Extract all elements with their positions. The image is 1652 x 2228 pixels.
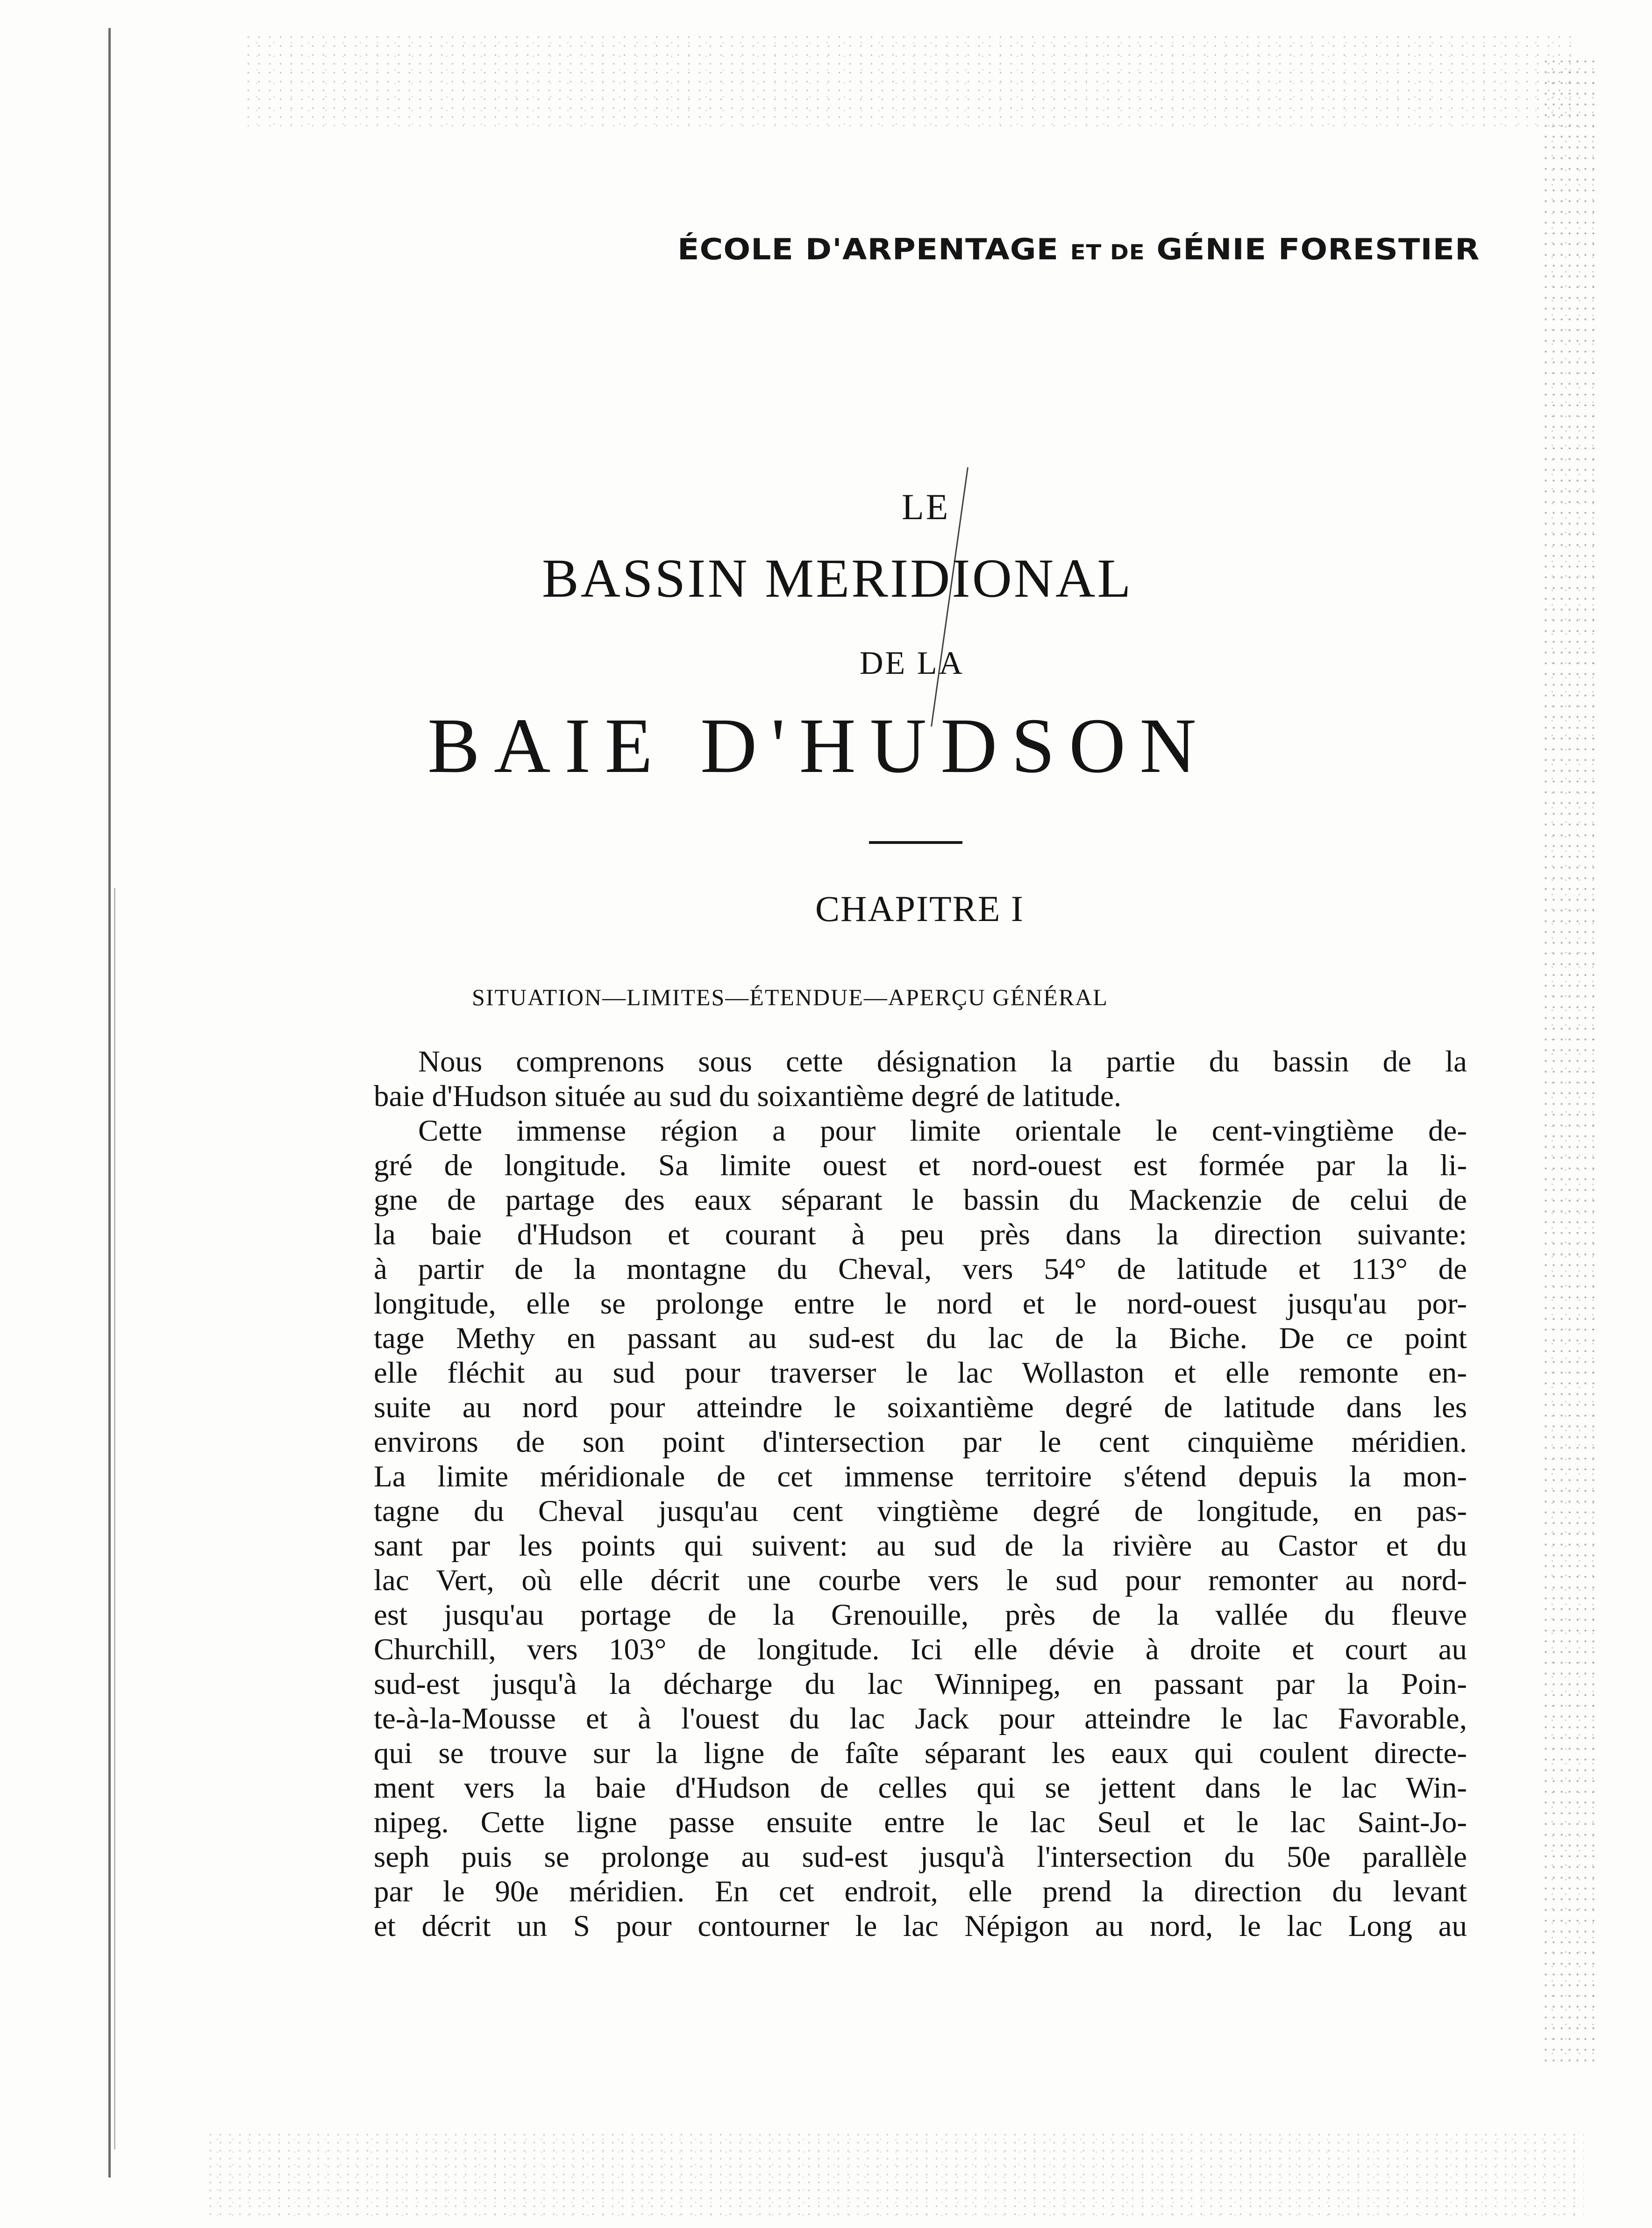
body-line: longitude, elle se prolonge entre le nord et le nord-ouest jusqu'au por-: [374, 1287, 1467, 1321]
body-line: nipeg. Cette ligne passe ensuite entre le lac Seul et le lac Saint-Jo-: [374, 1806, 1467, 1839]
body-line: gré de longitude. Sa limite ouest et nord-ouest est formée par la li-: [374, 1149, 1467, 1182]
body-line: sant par les points qui suivent: au sud de la rivière au Castor et du: [374, 1529, 1467, 1563]
body-line: Nous comprenons sous cette désignation la partie du bassin de la: [418, 1045, 1467, 1078]
body-line: suite au nord pour atteindre le soixantième degré de latitude dans les: [374, 1391, 1467, 1424]
title-line-1: BASSIN MERIDIONAL: [542, 548, 1133, 609]
body-line: et décrit un S pour contourner le lac Népigon au nord, le lac Long au: [374, 1909, 1467, 1943]
body-line: tagne du Cheval jusqu'au cent vingtième degré de longitude, en pas-: [374, 1494, 1467, 1528]
title-line-2: DE LA: [860, 645, 965, 681]
scan-noise-top: [243, 33, 1574, 126]
body-line: à partir de la montagne du Cheval, vers 54° de latitude et 113° de: [374, 1252, 1467, 1286]
body-line: la baie d'Hudson et courant à peu près dans la direction suivante:: [374, 1218, 1467, 1251]
title-divider: [869, 841, 962, 844]
body-line: ment vers la baie d'Hudson de celles qui se jettent dans le lac Win-: [374, 1771, 1467, 1805]
binding-edge-shadow: [114, 888, 115, 2149]
body-line: Churchill, vers 103° de longitude. Ici elle dévie à droite et court au: [374, 1633, 1467, 1666]
body-line: lac Vert, où elle décrit une courbe vers le sud pour remonter au nord-: [374, 1564, 1467, 1597]
stamp-prefix: ÉCOLE D'ARPENTAGE: [677, 233, 1059, 267]
body-line: te-à-la-Mousse et à l'ouest du lac Jack pour atteindre le lac Favorable,: [374, 1702, 1467, 1735]
body-line: baie d'Hudson située au sud du soixantième degré de latitude.: [374, 1079, 1122, 1113]
section-heading: SITUATION—LIMITES—ÉTENDUE—APERÇU GÉNÉRAL: [472, 984, 1108, 1010]
body-line: qui se trouve sur la ligne de faîte séparant les eaux qui coulent directe-: [374, 1736, 1467, 1770]
body-line: environs de son point d'intersection par le cent cinquième méridien.: [374, 1425, 1467, 1459]
library-stamp: [677, 233, 1480, 267]
body-line: gne de partage des eaux séparant le bassin du Mackenzie de celui de: [374, 1183, 1467, 1217]
title-article: LE: [902, 486, 950, 527]
body-line: est jusqu'au portage de la Grenouille, près de la vallée du fleuve: [374, 1598, 1467, 1632]
body-text: [374, 1044, 1467, 1943]
title-line-3: BAIE D'HUDSON: [427, 702, 1211, 789]
binding-edge-line: [108, 28, 111, 2178]
chapter-heading: CHAPITRE I: [815, 888, 1024, 929]
stamp-connector: ET DE: [1070, 240, 1145, 265]
scan-noise-bottom: [206, 2131, 1584, 2220]
stamp-suffix: GÉNIE FORESTIER: [1156, 233, 1480, 267]
body-line: tage Methy en passant au sud-est du lac de la Biche. De ce point: [374, 1321, 1467, 1355]
body-line: Cette immense région a pour limite orientale le cent-vingtième de-: [418, 1114, 1467, 1148]
body-line: elle fléchit au sud pour traverser le lac Wollaston et elle remonte en-: [374, 1356, 1467, 1390]
body-line: seph puis se prolonge au sud-est jusqu'à l'intersection du 50e parallèle: [374, 1840, 1467, 1874]
body-line: La limite méridionale de cet immense territoire s'étend depuis la mon-: [374, 1460, 1467, 1493]
body-line: sud-est jusqu'à la décharge du lac Winnipeg, en passant par la Poin-: [374, 1667, 1467, 1701]
body-line: par le 90e méridien. En cet endroit, elle prend la direction du levant: [374, 1875, 1467, 1908]
scan-noise-right-edge: [1542, 56, 1598, 2065]
